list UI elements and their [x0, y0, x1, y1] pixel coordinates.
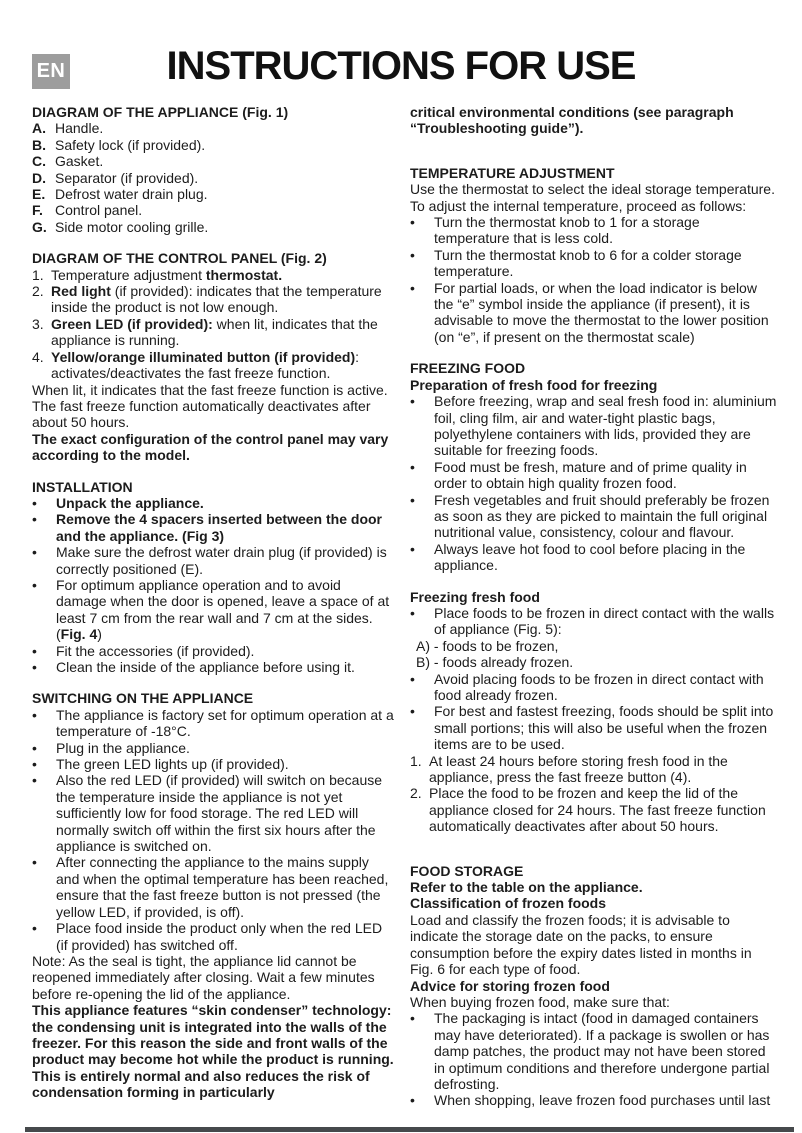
list-item-text	[56, 544, 395, 577]
text-run: Always leave hot food to cool before placing in the appliance.	[434, 540, 746, 574]
text-run: Also the red LED (if provided) will switch on because the temperature inside the appliance is not yet sufficiently low for food storage. The red LED will normally switch off within the first six hours after the appliance is switched on.	[56, 772, 383, 855]
section-heading	[32, 479, 395, 495]
bullet-icon: •	[410, 703, 415, 720]
bullet-icon: •	[32, 756, 37, 773]
text-run: Preparation of fresh food for freezing	[410, 376, 658, 393]
lettered-item	[32, 170, 395, 186]
list-item-text	[434, 1092, 777, 1108]
text-run: Fresh vegetables and fruit should preferably be frozen as soon as they are picked to maintain the full original nutritional value, consistency, colour and flavour.	[434, 491, 770, 541]
text-run: Plug in the appliance.	[56, 739, 190, 756]
list-item-text	[51, 267, 395, 283]
paragraph	[410, 181, 777, 214]
bullet-item	[32, 495, 395, 511]
bullet-icon: •	[32, 659, 37, 675]
text-run: FREEZING FOOD	[410, 360, 526, 377]
bullet-item	[410, 1010, 777, 1092]
section-heading	[32, 250, 395, 266]
list-item-text	[56, 511, 395, 544]
bullet-item	[32, 544, 395, 577]
text-run: This appliance features “skin condenser” technology: the condensing unit is integrated into the walls of the freezer. For this reason the side and front walls of the product may become hot while the product is running. This is entirely normal and also reduces the risk of condensation forming in particularly	[32, 1002, 394, 1101]
bullet-icon: •	[410, 393, 415, 410]
text-run: Side motor cooling grille.	[55, 218, 209, 235]
text-run: Gasket.	[55, 153, 104, 170]
paragraph	[32, 382, 395, 431]
text-run: Place the food to be frozen and keep the lid of the appliance closed for 24 hours. The fast freeze function automatically deactivates after about 50 hours.	[429, 785, 766, 835]
text-run: Defrost water drain plug.	[55, 186, 208, 203]
list-marker: 3.	[32, 315, 44, 332]
bullet-item	[410, 1092, 777, 1108]
text-run: Avoid placing foods to be frozen in direct contact with food already frozen.	[434, 670, 764, 703]
paragraph	[410, 994, 777, 1010]
list-item-text	[56, 740, 395, 756]
text-run: Food must be fresh, mature and of prime quality in order to obtain high quality frozen food.	[434, 458, 747, 492]
list-item-text	[56, 577, 395, 643]
subsection-heading	[410, 978, 777, 994]
sub-item	[410, 638, 777, 654]
text-run: The green LED lights up (if provided).	[56, 756, 289, 773]
lettered-item	[32, 219, 395, 235]
bullet-icon: •	[32, 854, 37, 871]
text-run: DIAGRAM OF THE APPLIANCE (Fig. 1)	[32, 104, 289, 120]
list-item-text	[434, 214, 777, 247]
list-marker: F.	[32, 202, 43, 219]
text-run: Clean the inside of the appliance before using it.	[56, 659, 355, 675]
bullet-icon: •	[410, 491, 415, 508]
bullet-icon: •	[410, 279, 415, 296]
numbered-item	[32, 316, 395, 349]
text-run: Red light	[51, 283, 111, 300]
left-column	[32, 104, 395, 1109]
paragraph	[410, 912, 777, 978]
bullet-icon: •	[410, 1010, 415, 1027]
list-item-text	[434, 393, 777, 459]
text-run: when lit, indicates that the appliance is running.	[51, 315, 378, 349]
text-run: Control panel.	[55, 202, 143, 219]
list-item-text	[434, 605, 777, 638]
list-item-text	[56, 643, 395, 659]
list-marker: 1.	[32, 266, 44, 283]
bullet-item	[410, 492, 777, 541]
text-run: Load and classify the frozen foods; it is advisable to indicate the storage date on the packs, to ensure consumption before the expiry dates listed in months in Fig. 6 for each type of food.	[410, 911, 752, 978]
bullet-item	[32, 511, 395, 544]
list-item-text	[55, 186, 395, 202]
list-marker: E.	[32, 186, 46, 203]
bullet-icon: •	[32, 739, 37, 756]
numbered-item	[32, 267, 395, 283]
bullet-icon: •	[410, 246, 415, 263]
lettered-item	[32, 202, 395, 218]
bullet-icon: •	[410, 540, 415, 557]
subsection-heading	[410, 895, 777, 911]
text-run: A) - foods to be frozen,	[416, 637, 559, 654]
list-marker: C.	[32, 153, 46, 170]
list-item-text	[55, 170, 395, 186]
bullet-item	[32, 756, 395, 772]
list-item-text	[55, 219, 395, 235]
list-item-text	[429, 785, 777, 834]
bullet-icon: •	[32, 576, 37, 593]
bullet-icon: •	[32, 706, 37, 723]
bullet-icon: •	[410, 604, 415, 621]
text-run: Safety lock (if provided).	[55, 136, 206, 153]
text-run: For optimum appliance operation and to avoid damage when the door is opened, leave a space of at least 7 cm from the rear wall and 7 cm at the sides. (	[56, 576, 390, 643]
text-run: The appliance is factory set for optimum operation at a temperature of -18°C.	[56, 706, 394, 740]
section-heading	[410, 863, 777, 879]
section-heading	[32, 104, 395, 120]
page-title: INSTRUCTIONS FOR USE	[166, 44, 636, 88]
bullet-icon: •	[410, 214, 415, 231]
text-run: Fit the accessories (if provided).	[56, 642, 255, 659]
bullet-item	[410, 393, 777, 459]
text-run: Turn the thermostat knob to 6 for a colder storage temperature.	[434, 246, 742, 280]
list-marker: G.	[32, 218, 47, 235]
list-item-text	[56, 756, 395, 772]
bullet-item	[32, 643, 395, 659]
numbered-item	[32, 283, 395, 316]
bullet-item	[410, 214, 777, 247]
bullet-item	[410, 703, 777, 752]
section-heading	[32, 690, 395, 706]
text-run: INSTALLATION	[32, 478, 133, 495]
text-run: Advice for storing frozen food	[410, 977, 610, 994]
list-item-text	[434, 671, 777, 704]
list-item-text	[434, 247, 777, 280]
bullet-icon: •	[32, 772, 37, 789]
text-run: Remove the 4 spacers inserted between the door and the appliance. (Fig 3)	[56, 511, 382, 544]
bullet-item	[32, 707, 395, 740]
text-run: When shopping, leave frozen food purchases until last	[434, 1092, 771, 1109]
list-item-text	[51, 283, 395, 316]
list-item-text	[434, 280, 777, 346]
text-run: Make sure the defrost water drain plug (if provided) is correctly positioned (E).	[56, 544, 387, 577]
text-run: Unpack the appliance.	[56, 494, 204, 511]
text-run: critical environmental conditions (see paragraph “Troubleshooting guide”).	[410, 104, 734, 137]
list-item-text	[55, 137, 395, 153]
bullet-item	[410, 541, 777, 574]
lettered-item	[32, 120, 395, 136]
text-run: The packaging is intact (food in damaged containers may have deteriorated). If a package is swollen or has damp patches, the product may not have been stored in optimum conditions and therefore undergone partial defrosting.	[434, 1010, 770, 1092]
bullet-item	[32, 854, 395, 920]
list-item-text	[56, 854, 395, 920]
list-marker: A.	[32, 120, 46, 137]
text-run: Classification of frozen foods	[410, 895, 607, 912]
bullet-item	[32, 920, 395, 953]
bullet-item	[410, 280, 777, 346]
two-column-content	[32, 104, 777, 1109]
bold-paragraph	[32, 431, 395, 464]
bullet-icon: •	[410, 1092, 415, 1109]
text-run: For best and fastest freezing, foods should be split into small portions; this will also be useful when the frozen items are to be used.	[434, 703, 774, 753]
list-item-text	[434, 703, 777, 752]
list-item-text	[434, 459, 777, 492]
list-item-text	[55, 153, 395, 169]
numbered-item	[32, 349, 395, 382]
subsection-heading	[410, 589, 777, 605]
text-run: B) - foods already frozen.	[416, 654, 574, 671]
subsection-heading	[410, 377, 777, 393]
text-run: Place food inside the product only when the red LED (if provided) has switched off.	[56, 920, 383, 953]
text-run: SWITCHING ON THE APPLIANCE	[32, 690, 254, 707]
text-run: TEMPERATURE ADJUSTMENT	[410, 164, 615, 181]
list-item-text	[56, 495, 395, 511]
list-item-text	[51, 349, 395, 382]
bullet-item	[410, 671, 777, 704]
list-item-text	[55, 202, 395, 218]
list-item-text	[434, 492, 777, 541]
section-heading	[410, 165, 777, 181]
list-item-text	[56, 707, 395, 740]
lettered-item	[32, 137, 395, 153]
lettered-item	[32, 153, 395, 169]
numbered-item	[410, 785, 777, 834]
list-item-text	[55, 120, 395, 136]
bullet-icon: •	[32, 494, 37, 511]
list-item-text	[434, 541, 777, 574]
list-item-text	[434, 1010, 777, 1092]
text-run: : activates/deactivates the fast freeze function.	[51, 348, 360, 382]
text-run: At least 24 hours before storing fresh food in the appliance, press the fast freeze button (4).	[429, 752, 728, 786]
numbered-item	[410, 753, 777, 786]
text-run: Turn the thermostat knob to 1 for a storage temperature that is less cold.	[434, 214, 700, 247]
sub-item	[410, 654, 777, 670]
text-run: (if provided): indicates that the temperature inside the product is not low enough.	[51, 283, 382, 316]
text-run: When lit, it indicates that the fast freeze function is active. The fast freeze function automatically deactivates after about 50 hours.	[32, 381, 388, 431]
bullet-item	[32, 740, 395, 756]
text-run: DIAGRAM OF THE CONTROL PANEL (Fig. 2)	[32, 250, 327, 267]
text-run: Use the thermostat to select the ideal storage temperature. To adjust the internal temperature, proceed as follows:	[410, 181, 775, 214]
text-run: FOOD STORAGE	[410, 862, 524, 879]
text-run: Yellow/orange illuminated button (if provided)	[51, 348, 356, 365]
text-run: Separator (if provided).	[55, 169, 199, 186]
text-run: Before freezing, wrap and seal fresh food in: aluminium foil, cling film, air and water-tight plastic bags, polyethylene containers with lids, provided they are suitable for freezing foods.	[434, 393, 777, 459]
right-column	[410, 104, 777, 1109]
list-marker: B.	[32, 136, 46, 153]
text-run: Place foods to be frozen in direct contact with the walls of appliance (Fig. 5):	[434, 604, 775, 638]
text-run: Refer to the table on the appliance.	[410, 879, 643, 896]
bold-paragraph	[410, 104, 777, 137]
text-run: Fig. 4	[60, 626, 98, 643]
footer-divider-bar	[25, 1127, 794, 1132]
bullet-item	[410, 605, 777, 638]
list-item-text	[56, 920, 395, 953]
bullet-icon: •	[32, 511, 37, 528]
list-marker: 2.	[32, 283, 44, 300]
text-run: Handle.	[55, 120, 104, 137]
text-run: When buying frozen food, make sure that:	[410, 993, 670, 1010]
bold-paragraph	[32, 1002, 395, 1100]
list-item-text	[51, 316, 395, 349]
bullet-icon: •	[32, 544, 37, 561]
bullet-icon: •	[32, 642, 37, 659]
bullet-icon: •	[410, 670, 415, 687]
text-run: )	[97, 626, 102, 643]
text-run: Note: As the seal is tight, the appliance lid cannot be reopened immediately after closing. Wait a few minutes before re-opening the lid of the appliance.	[32, 952, 375, 1002]
text-run: Freezing fresh food	[410, 588, 540, 605]
list-marker: D.	[32, 169, 46, 186]
language-badge: EN	[32, 54, 70, 89]
list-item-text	[429, 753, 777, 786]
text-run: The exact configuration of the control panel may vary according to the model.	[32, 430, 389, 464]
bullet-item	[32, 772, 395, 854]
text-run: For partial loads, or when the load indicator is below the “e” symbol inside the appliance (if present), it is advisable to move the thermostat to the lower position (on “e”, if present on the thermostat scale)	[434, 279, 769, 345]
list-item-text	[56, 772, 395, 854]
list-item-text	[56, 659, 395, 675]
bullet-item	[32, 659, 395, 675]
text-run: thermostat.	[205, 266, 283, 283]
lettered-item	[32, 186, 395, 202]
list-marker: 4.	[32, 348, 44, 365]
list-marker: 1.	[410, 752, 422, 769]
text-run: Temperature adjustment	[51, 266, 206, 283]
list-marker: 2.	[410, 785, 422, 802]
bullet-item	[410, 459, 777, 492]
bullet-icon: •	[410, 458, 415, 475]
bullet-icon: •	[32, 920, 37, 937]
section-heading	[410, 360, 777, 376]
bullet-item	[410, 247, 777, 280]
paragraph	[32, 953, 395, 1002]
bullet-item	[32, 577, 395, 643]
bold-paragraph	[410, 879, 777, 895]
text-run: After connecting the appliance to the mains supply and when the optimal temperature has been reached, ensure that the fast freeze button is not pressed (the yellow LED, if provided, is off).	[56, 854, 389, 920]
text-run: Green LED (if provided):	[51, 315, 213, 332]
